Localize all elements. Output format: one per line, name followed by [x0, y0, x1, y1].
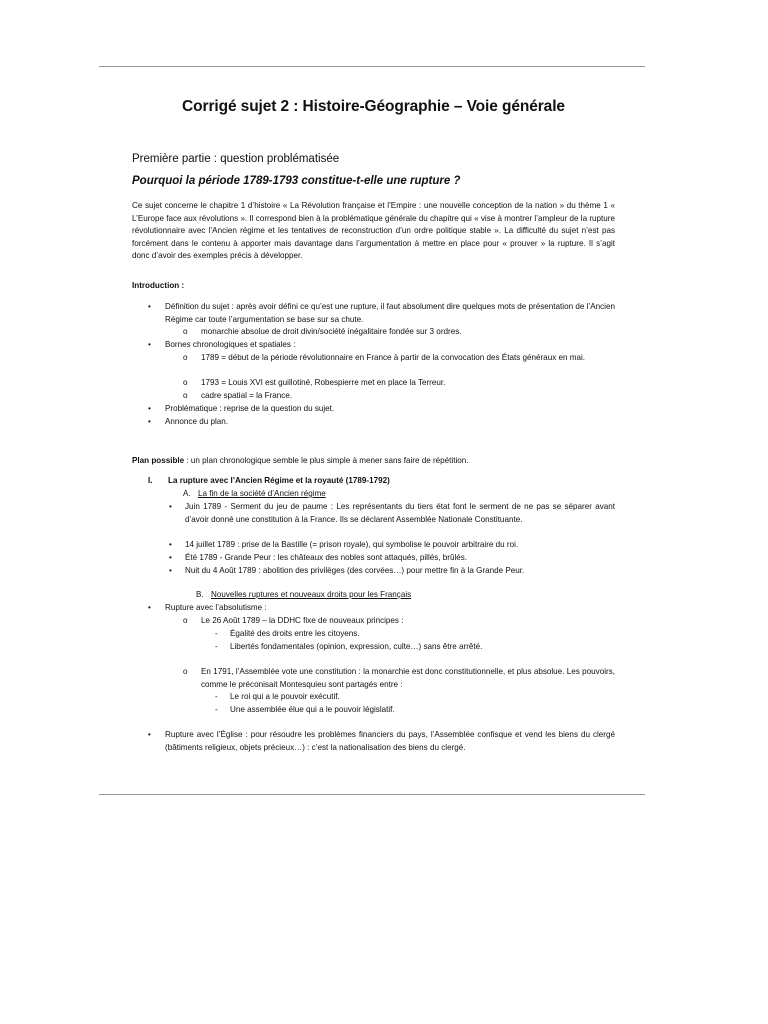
- bullet-marker: •: [169, 553, 172, 562]
- part1-b-letter: B.: [196, 590, 204, 599]
- list-item-constitution-1791: En 1791, l’Assemblée vote une constitution : la monarchie est donc constitutionnelle, et plus absolue. Les pouvoirs, comme le préconisait Montesquieu sont partagés entre :: [201, 667, 615, 689]
- circle-marker: o: [183, 391, 188, 400]
- document-page: [99, 66, 645, 795]
- part1-number: I.: [148, 476, 153, 485]
- question-heading: Pourquoi la période 1789-1793 constitue-t-elle une rupture ?: [132, 175, 461, 187]
- list-item-bornes-cadre: cadre spatial = la France.: [201, 391, 293, 400]
- part1-b-title: Nouvelles ruptures et nouveaux droits pour les Français: [211, 590, 412, 599]
- list-item-annonce: Annonce du plan.: [165, 417, 229, 426]
- circle-marker: o: [183, 616, 188, 625]
- dash-marker: -: [215, 705, 218, 714]
- circle-marker: o: [183, 327, 188, 336]
- introduction-heading: Introduction :: [132, 281, 185, 290]
- list-item-bornes-1793: 1793 = Louis XVI est guillotiné, Robespierre met en place la Terreur.: [201, 378, 446, 387]
- list-item-juin-1789: Juin 1789 - Serment du jeu de paume : Les représentants du tiers état font le serment de ne pas se séparer avant d’avoir donné une constitution à la France. Ils se déclarent Assemblée Nationale Constituante.: [185, 502, 615, 524]
- circle-marker: o: [183, 378, 188, 387]
- plan-text: : un plan chronologique semble le plus simple à mener sans faire de répétition.: [184, 456, 469, 465]
- list-item-eglise: Rupture avec l’Église : pour résoudre les problèmes financiers du pays, l’Assemblée confisque et vend les biens du clergé (bâtiments religieux, objets précieux…) : c’est la nationalisation des biens du clergé.: [165, 730, 615, 752]
- circle-marker: o: [183, 667, 188, 676]
- bullet-marker: •: [148, 404, 151, 413]
- dash-marker: -: [215, 629, 218, 638]
- plan-line: [132, 455, 469, 468]
- list-item-problematique: Problématique : reprise de la question du sujet.: [165, 404, 335, 413]
- plan-label: Plan possible: [132, 456, 185, 465]
- list-item-absolutisme: Rupture avec l’absolutisme :: [165, 603, 267, 612]
- list-item-bornes: Bornes chronologiques et spatiales :: [165, 340, 296, 349]
- list-item-libertes: Libertés fondamentales (opinion, expression, culte…) sans être arrêté.: [230, 642, 483, 651]
- list-item-ete-1789: Été 1789 - Grande Peur : les châteaux des nobles sont attaqués, pillés, brûlés.: [185, 553, 468, 562]
- bullet-marker: •: [169, 566, 172, 575]
- list-item-juillet-1789: 14 juillet 1789 : prise de la Bastille (= prison royale), qui symbolise le pouvoir arbitraire du roi.: [185, 540, 519, 549]
- bullet-marker: •: [148, 603, 151, 612]
- bullet-marker: •: [148, 730, 151, 739]
- part1-a-title: La fin de la société d’Ancien régime: [198, 489, 326, 498]
- part1-a-letter: A.: [183, 489, 191, 498]
- bullet-marker: •: [148, 417, 151, 426]
- dash-marker: -: [215, 642, 218, 651]
- list-item-egalite: Égalité des droits entre les citoyens.: [230, 629, 360, 638]
- part-title: Première partie : question problématisée: [132, 153, 340, 165]
- bullet-marker: •: [169, 540, 172, 549]
- list-item-roi: Le roi qui a le pouvoir exécutif.: [230, 692, 340, 701]
- list-item-definition-sub: monarchie absolue de droit divin/société inégalitaire fondée sur 3 ordres.: [201, 327, 462, 336]
- circle-marker: o: [183, 353, 188, 362]
- bullet-marker: •: [169, 502, 172, 511]
- list-item-definition: Définition du sujet : après avoir défini ce qu’est une rupture, il faut absolument dire quelques mots de présentation de l’Ancien Régime car toute l’argumentation se base sur sa chute.: [165, 302, 615, 324]
- bullet-marker: •: [148, 340, 151, 349]
- dash-marker: -: [215, 692, 218, 701]
- part1-title: La rupture avec l’Ancien Régime et la royauté (1789-1792): [168, 476, 390, 485]
- intro-paragraph: Ce sujet concerne le chapitre 1 d’histoire « La Révolution française et l’Empire : une nouvelle conception de la nation » du thème 1 « L’Europe face aux révolutions ». Il correspond bien à la problématique générale du chapitre qui « vise à montrer l’ampleur de la rupture révolutionnaire avec l’Ancien régime et les tentatives de reconstruction d’un ordre politique stable ». La difficulté du sujet n’est pas forcément dans le contenu à apporter mais davantage dans l’argumentation à mettre en place pour « prouver » la rupture. Il s’agit donc d’avoir des exemples précis à développer.: [132, 201, 615, 261]
- list-item-nuit-4-aout: Nuit du 4 Août 1789 : abolition des privilèges (des corvées…) pour mettre fin à la Grande Peur.: [185, 566, 525, 575]
- bullet-marker: •: [148, 302, 151, 311]
- list-item-bornes-1789: 1789 = début de la période révolutionnaire en France à partir de la convocation des États généraux en mai.: [201, 353, 586, 362]
- list-item-assemblee: Une assemblée élue qui a le pouvoir législatif.: [230, 705, 395, 714]
- list-item-ddhc: Le 26 Août 1789 – la DDHC fixe de nouveaux principes :: [201, 616, 404, 625]
- page-title: Corrigé sujet 2 : Histoire-Géographie – Voie générale: [182, 98, 565, 115]
